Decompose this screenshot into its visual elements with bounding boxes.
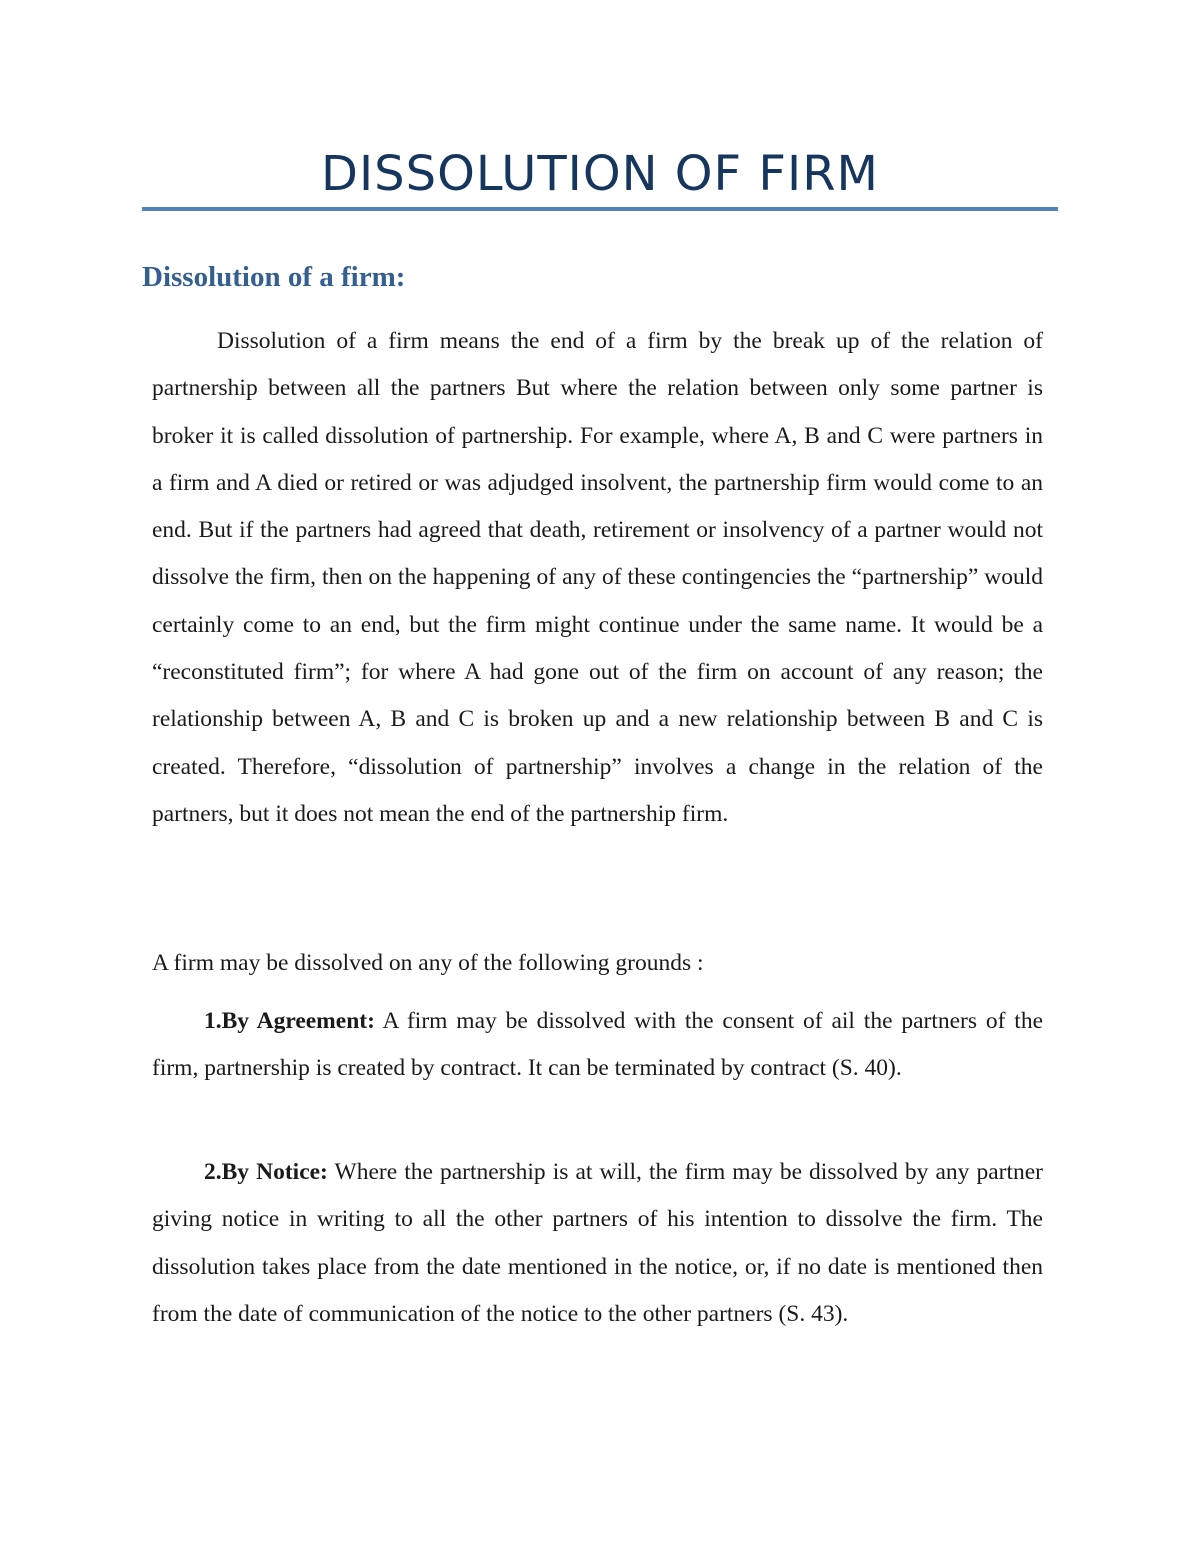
ground-number: 1.: [204, 1008, 222, 1034]
ground-text: A firm may be dissolved with the consent of ail the partners of the firm, partnership is created by contract. It can be terminated by contract (S. 40).: [152, 1008, 1043, 1082]
document-title: DISSOLUTION OF FIRM: [321, 146, 879, 202]
ground-label: By Notice:: [221, 1159, 328, 1185]
section-heading: Dissolution of a firm:: [142, 261, 406, 293]
intro-paragraph: Dissolution of a firm means the end of a firm by the break up of the relation of partnership between all the partners But where the relation between only some partner is broker it is called dissolution of partnership. For example, where A, B and C were partners in a firm and A died or retired or was adjudged insolvent, the partnership firm would come to an end. But if the partners had agreed that death, retirement or insolvency of a partner would not dissolve the firm, then on the happening of any of these contingencies the “partnership” would certainly come to an end, but the firm might continue under the same name. It would be a “reconstituted firm”; for where A had gone out of the firm on account of any reason; the relationship between A, B and C is broken up and a new relationship between B and C is created. Therefore, “dissolution of partnership” involves a change in the relation of the partners, but it does not mean the end of the partnership firm.: [152, 328, 1043, 827]
title-underline: [142, 207, 1058, 211]
ground-item-notice: [152, 1149, 1043, 1338]
grounds-intro: A firm may be dissolved on any of the following grounds :: [152, 950, 704, 976]
ground-number: 2.: [204, 1159, 222, 1185]
ground-label: By Agreement:: [221, 1008, 375, 1034]
ground-text: Where the partnership is at will, the firm may be dissolved by any partner giving notice in writing to all the other partners of his intention to dissolve the firm. The dissolution takes place from the date mentioned in the notice, or, if no date is mentioned then from the date of communication of the notice to the other partners (S. 43).: [152, 1159, 1043, 1327]
ground-item-agreement: [152, 998, 1043, 1093]
